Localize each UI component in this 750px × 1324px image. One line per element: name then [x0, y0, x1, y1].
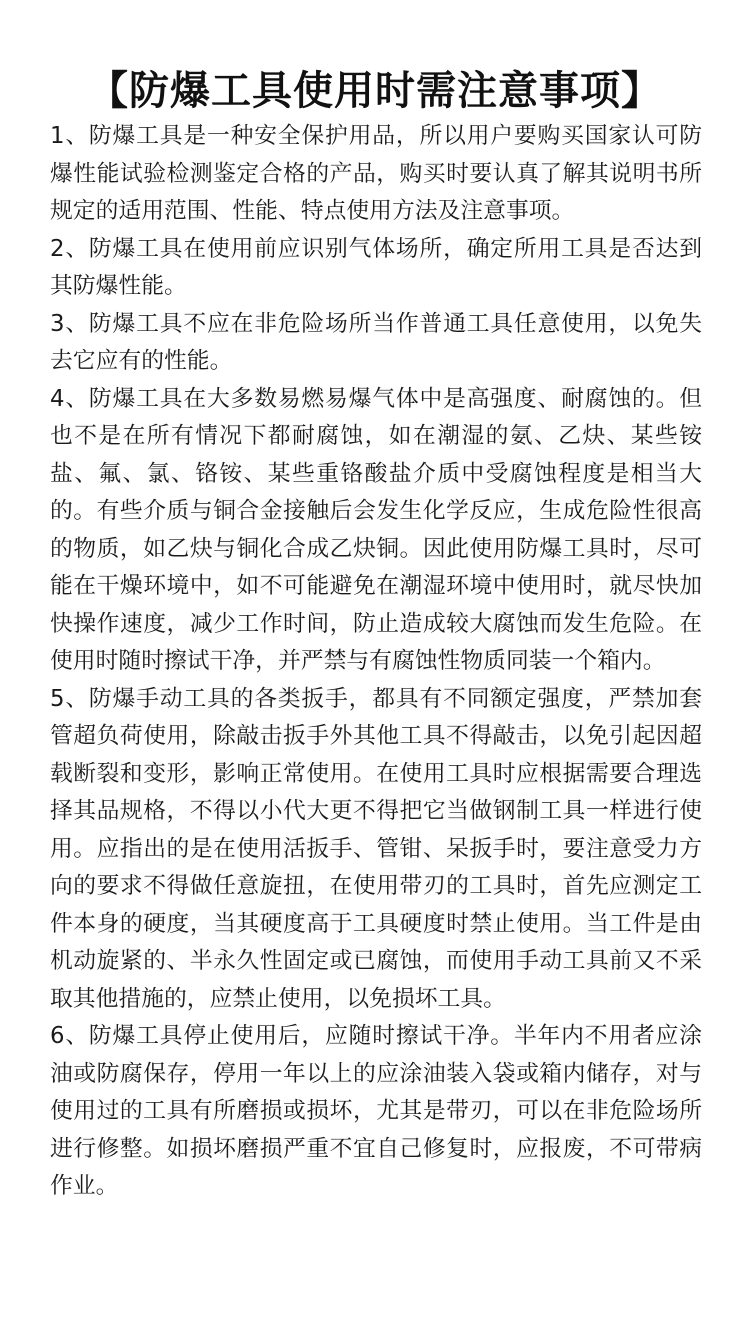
notice-item-6: 6、防爆工具停止使用后，应随时擦试干净。半年内不用者应涂油或防腐保存，停用一年以上的应涂油装入袋或箱内储存，对与使用过的工具有所磨损或损坏，尤其是带刃，可以在非危险场所进行修整。如损坏磨损严重不宜自己修复时，应报废，不可带病作业。	[50, 1023, 702, 1199]
page-title: 【防爆工具使用时需注意事项】	[88, 67, 662, 114]
notice-item-1: 1、防爆工具是一种安全保护用品，所以用户要购买国家认可防爆性能试验检测鉴定合格的产品，购买时要认真了解其说明书所规定的适用范围、性能、特点使用方法及注意事项。	[50, 123, 702, 224]
notice-item-5: 5、防爆手动工具的各类扳手，都具有不同额定强度，严禁加套管超负荷使用，除敲击扳手外其他工具不得敲击，以免引起因超载断裂和变形，影响正常使用。在使用工具时应根据需要合理选择其品规格，不得以小代大更不得把它当做钢制工具一样进行使用。应指出的是在使用活扳手、管钳、呆扳手时，要注意受力方向的要求不得做任意旋扭，在使用带刃的工具时，首先应测定工件本身的硬度，当其硬度高于工具硬度时禁止使用。当工件是由机动旋紧的、半永久性固定或已腐蚀，而使用手动工具前又不采取其他措施的，应禁止使用，以免损坏工具。	[50, 685, 702, 1012]
notice-item-2: 2、防爆工具在使用前应识别气体场所，确定所用工具是否达到其防爆性能。	[50, 235, 702, 299]
notice-item-3: 3、防爆工具不应在非危险场所当作普通工具任意使用，以免失去它应有的性能。	[50, 310, 702, 374]
notice-item-4: 4、防爆工具在大多数易燃易爆气体中是高强度、耐腐蚀的。但也不是在所有情况下都耐腐蚀，如在潮湿的氨、乙炔、某些铵盐、氟、氯、铬铵、某些重铬酸盐介质中受腐蚀程度是相当大的。有些介质与铜合金接触后会发生化学反应，生成危险性很高的物质，如乙炔与铜化合成乙炔铜。因此使用防爆工具时，尽可能在干燥环境中，如不可能避免在潮湿环境中使用时，就尽快加快操作速度，减少工作时间，防止造成较大腐蚀而发生危险。在使用时随时擦试干净，并严禁与有腐蚀性物质同装一个箱内。	[50, 385, 702, 674]
notice-body	[50, 118, 702, 1206]
